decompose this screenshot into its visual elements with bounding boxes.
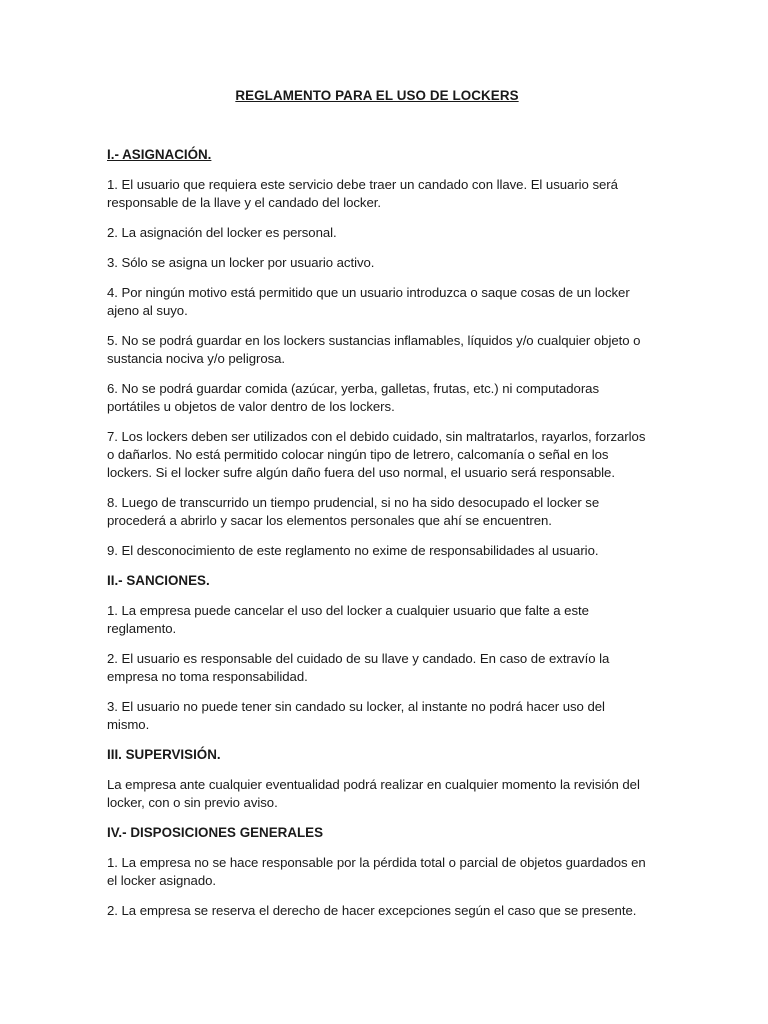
asignacion-item-4: 4. Por ningún motivo está permitido que un usuario introduzca o saque cosas de un locker ajeno al suyo.	[107, 285, 630, 318]
asignacion-item-8: 8. Luego de transcurrido un tiempo prudencial, si no ha sido desocupado el locker se procederá a abrirlo y sacar los elementos personales que ahí se encuentren.	[107, 495, 600, 528]
asignacion-item-3: 3. Sólo se asigna un locker por usuario activo.	[107, 255, 375, 270]
section-heading-asignacion: I.- ASIGNACIÓN.	[107, 147, 212, 162]
sanciones-item-1: 1. La empresa puede cancelar el uso del locker a cualquier usuario que falte a este reglamento.	[107, 603, 589, 636]
sanciones-item-3: 3. El usuario no puede tener sin candado su locker, al instante no podrá hacer uso del mismo.	[107, 699, 605, 732]
asignacion-item-5: 5. No se podrá guardar en los lockers sustancias inflamables, líquidos y/o cualquier objeto o sustancia nociva y/o peligrosa.	[107, 333, 641, 366]
sanciones-item-2: 2. El usuario es responsable del cuidado de su llave y candado. En caso de extravío la empresa no toma responsabilidad.	[107, 651, 610, 684]
document-body	[107, 88, 647, 932]
asignacion-item-2: 2. La asignación del locker es personal.	[107, 225, 337, 240]
asignacion-item-7: 7. Los lockers deben ser utilizados con el debido cuidado, sin maltratarlos, rayarlos, forzarlos o dañarlos. No está permitido colocar ningún tipo de letrero, calcomanía o señal en los lockers. Si el locker sufre algún daño fuera del uso normal, el usuario será responsable.	[107, 429, 646, 480]
supervision-item-1: La empresa ante cualquier eventualidad podrá realizar en cualquier momento la revisión del locker, con o sin previo aviso.	[107, 777, 640, 810]
disposiciones-item-2: 2. La empresa se reserva el derecho de hacer excepciones según el caso que se presente.	[107, 903, 637, 918]
disposiciones-item-1: 1. La empresa no se hace responsable por la pérdida total o parcial de objetos guardados en el locker asignado.	[107, 855, 646, 888]
section-heading-disposiciones: IV.- DISPOSICIONES GENERALES	[107, 825, 324, 840]
asignacion-item-9: 9. El desconocimiento de este reglamento no exime de responsabilidades al usuario.	[107, 543, 599, 558]
section-heading-sanciones: II.- SANCIONES.	[107, 573, 210, 588]
asignacion-item-1: 1. El usuario que requiera este servicio debe traer un candado con llave. El usuario será responsable de la llave y el candado del locker.	[107, 177, 618, 210]
section-heading-supervision: III. SUPERVISIÓN.	[107, 747, 221, 762]
document-title: REGLAMENTO PARA EL USO DE LOCKERS	[235, 88, 519, 103]
asignacion-item-6: 6. No se podrá guardar comida (azúcar, yerba, galletas, frutas, etc.) ni computadoras portátiles u objetos de valor dentro de los lockers.	[107, 381, 600, 414]
